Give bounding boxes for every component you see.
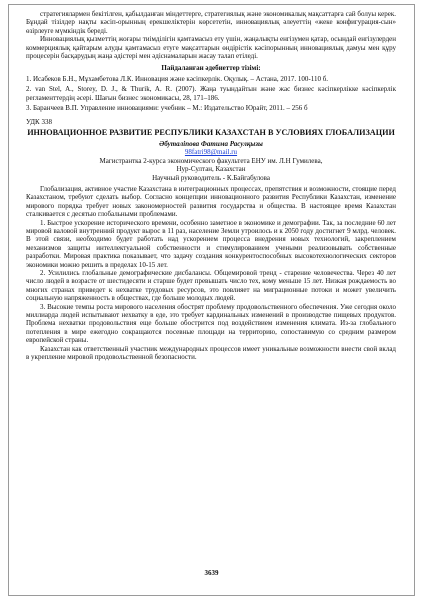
body-paragraph-3: 2. Усилились глобальные демографические дисбалансы. Общемировой тренд - старение человечества. Через 40 лет число людей в возрасте от шестидесяти и старше будет превышать число тех, кому меньше 15 лет. Низкая рождаемость во многих странах приведет к нехватке трудовых ресурсов, это повлияет на миграционные потоки и может увеличить социальную напряженность в обществах, где больше молодых людей. [26,268,396,303]
reference-item-2: 2. van Stel, A., Storey, D. J., & Thurik, A. R. (2007). Жаңа туындайтын және жас бизнес кәсіпкерлікке кәсіпкерлік регламенттердің әсері. Шағын бизнес экономикасы, 28, 171–186. [26,85,396,102]
body-paragraph-4: 3. Высокие темпы роста мирового населения обострят проблему продовольственного обеспечения. Уже сегодня около миллиарда людей испытывают нехватку в еде, это требует кардинальных изменений в производстве пищевых продуктов. Проблема нехватки продовольствия еще больше обострится под воздействием изменения климата. Из-за глобального потепления в мире ежегодно сокращаются посевные площади на территорию, сопоставимую со средним размером европейской страны. [26,302,396,345]
body-paragraph-2: 1. Быстрое ускорение исторического времени, особенно заметное в экономике и демографии. Так, за последние 60 лет мировой валовой внутренний продукт вырос в 11 раз, население Земли утроилось и к 2050 году достигнет 9 млрд. человек. В этой связи, необходимо будет работать над ускорением процесса внедрения новых технологий, закреплением механизмов защиты интеллектуальной собственности и стимулированием учеными реализовывать собственные разработки. Мировая практика показывает, что задачу создания конкурентоспособных высокотехнологических секторов экономики можно решить в пределах 10-15 лет. [26,218,396,269]
author-email-link[interactable]: 98fatri98@mail.ru [184,148,238,157]
udk-code: УДК 338 [26,118,52,127]
reference-item-3: 3. Баранчеев В.П. Управление инновациями: учебник – М.: Издательство Юрайт, 2011. – 256 б [26,104,308,113]
author-name: Әбуталіпова Фатима Расулқызы [159,139,263,148]
references-title: Пайдаланған әдебиеттер тізімі: [161,64,261,73]
intro-paragraph-1: стратегиялармен бекітілген, қабылданған міндеттерге, стратегиялық және экономикалық мақсаттарға сай болуы керек. Бұндай тізілдер нақты кәсіп-орынның ерекшеліктерін көрсететін, инновациялық әлеуеттің «жеке конфигурация-сын» өзірлеуге мүмкіндік береді. [26,10,396,35]
body-paragraph-1: Глобализация, активное участие Казахстана в интеграционных процессах, препятствия и возможности, стоящие перед Казахстаном, требуют сделать выбор. Согласно концепции инновационного развития Республики Казахстан, изменение мирового порядка требует новых закономерностей развития государства и общества. В настоящее время Казахстан сталкивается с десятью глобальными проблемами. [26,184,396,219]
body-paragraph-5: Казахстан как ответственный участник международных процессов имеет уникальные возможности внести свой вклад в укрепление мировой продовольственной безопасности. [26,344,396,362]
affiliation-line-2: Нур-Султан, Казахстан [176,165,246,174]
reference-item-1: 1. Исабеков Б.Н., Мұхамбетова Л.К. Инновация және кәсіпкерлік. Оқулық. – Астана, 2017. 100-110 б. [26,74,329,83]
article-title: ИННОВАЦИОННОЕ РАЗВИТИЕ РЕСПУБЛИКИ КАЗАХСТАН В УСЛОВИЯХ ГЛОБАЛИЗАЦИИ [27,127,395,137]
affiliation-line-1: Магистрантка 2-курса экономического факультета ЕНУ им. Л.Н Гумилева, [99,156,323,165]
intro-paragraph-2: Инновациялық қызметтің жоғары тиімділігін қамтамасыз ету үшін, жаңалықты енгізумен қатар, осындай енгізулерден коммерциялық қайтарым алуды қамтамасыз етуге мақсаттарын өндірістік кәсіпорынның инновациялық дамуы мен құру процесерін басқарудың жаңа әдістері мен әдіснамаларын жасау талап етіледі. [26,35,396,61]
supervisor: Научный руководитель - К.Байгабулова [152,173,270,182]
page-content [26,10,396,361]
page-number: 3639 [204,569,219,577]
article-body [26,185,396,362]
document-page [8,4,415,596]
